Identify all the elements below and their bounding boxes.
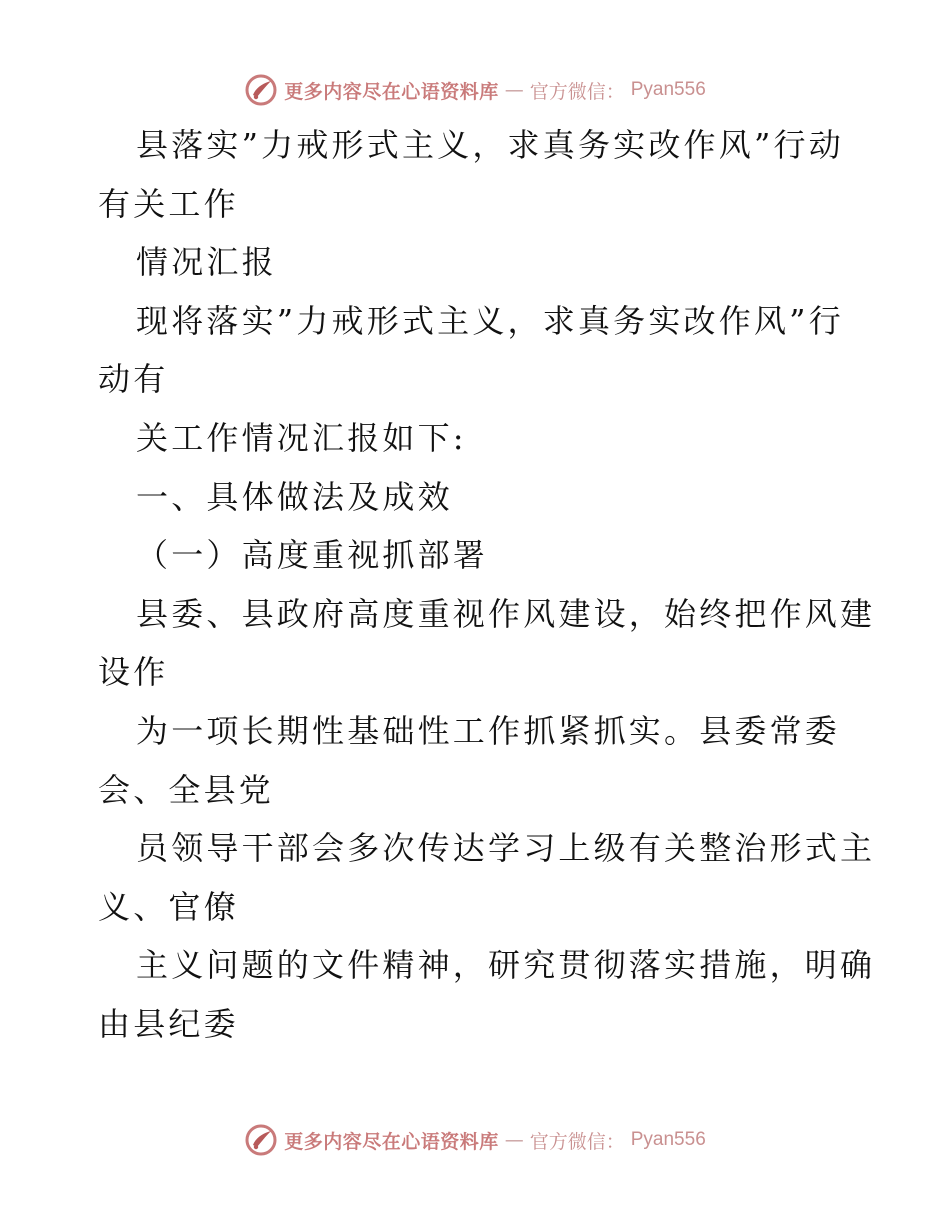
document-line: 现将落实”力戒形式主义，求真务实改作风”行 xyxy=(136,301,844,340)
document-line: 主义问题的文件精神，研究贯彻落实措施，明确 xyxy=(136,946,876,985)
header-banner xyxy=(0,70,950,110)
document-line: 情况汇报 xyxy=(136,243,277,282)
document-line: 县委、县政府高度重视作风建设，始终把作风建 xyxy=(136,594,876,633)
banner-site-text: 更多内容尽在心语资料库 xyxy=(284,80,499,103)
brand-logo-icon xyxy=(244,73,278,107)
document-line: 由县纪委 xyxy=(98,1004,239,1043)
document-line: 一、具体做法及成效 xyxy=(136,477,453,516)
document-line: 会、全县党 xyxy=(98,770,275,809)
document-line: 员领导干部会多次传达学习上级有关整治形式主 xyxy=(136,829,876,868)
banner-wechat-id: Pyan556 xyxy=(630,1129,706,1150)
document-line: 为一项长期性基础性工作抓紧抓实。县委常委 xyxy=(136,711,841,750)
banner-separator: — xyxy=(504,1129,524,1151)
document-line: 县落实”力戒形式主义，求真务实改作风”行动 xyxy=(136,126,844,164)
document-line: 有关工作 xyxy=(98,184,239,223)
document-line: 义、官僚 xyxy=(98,887,239,926)
banner-site-text: 更多内容尽在心语资料库 xyxy=(284,1130,499,1153)
document-body xyxy=(98,116,876,1054)
document-line: 动有 xyxy=(98,360,169,399)
banner-wechat-label: 官方微信： xyxy=(529,1130,625,1153)
banner-wechat-id: Pyan556 xyxy=(630,79,706,100)
brand-logo-icon xyxy=(244,1123,278,1157)
document-line: 设作 xyxy=(98,653,169,692)
footer-banner xyxy=(0,1120,950,1160)
banner-separator: — xyxy=(504,79,524,101)
document-line: （一）高度重视抓部署 xyxy=(136,536,489,575)
document-line: 关工作情况汇报如下: xyxy=(136,418,467,457)
banner-wechat-label: 官方微信： xyxy=(529,80,625,103)
